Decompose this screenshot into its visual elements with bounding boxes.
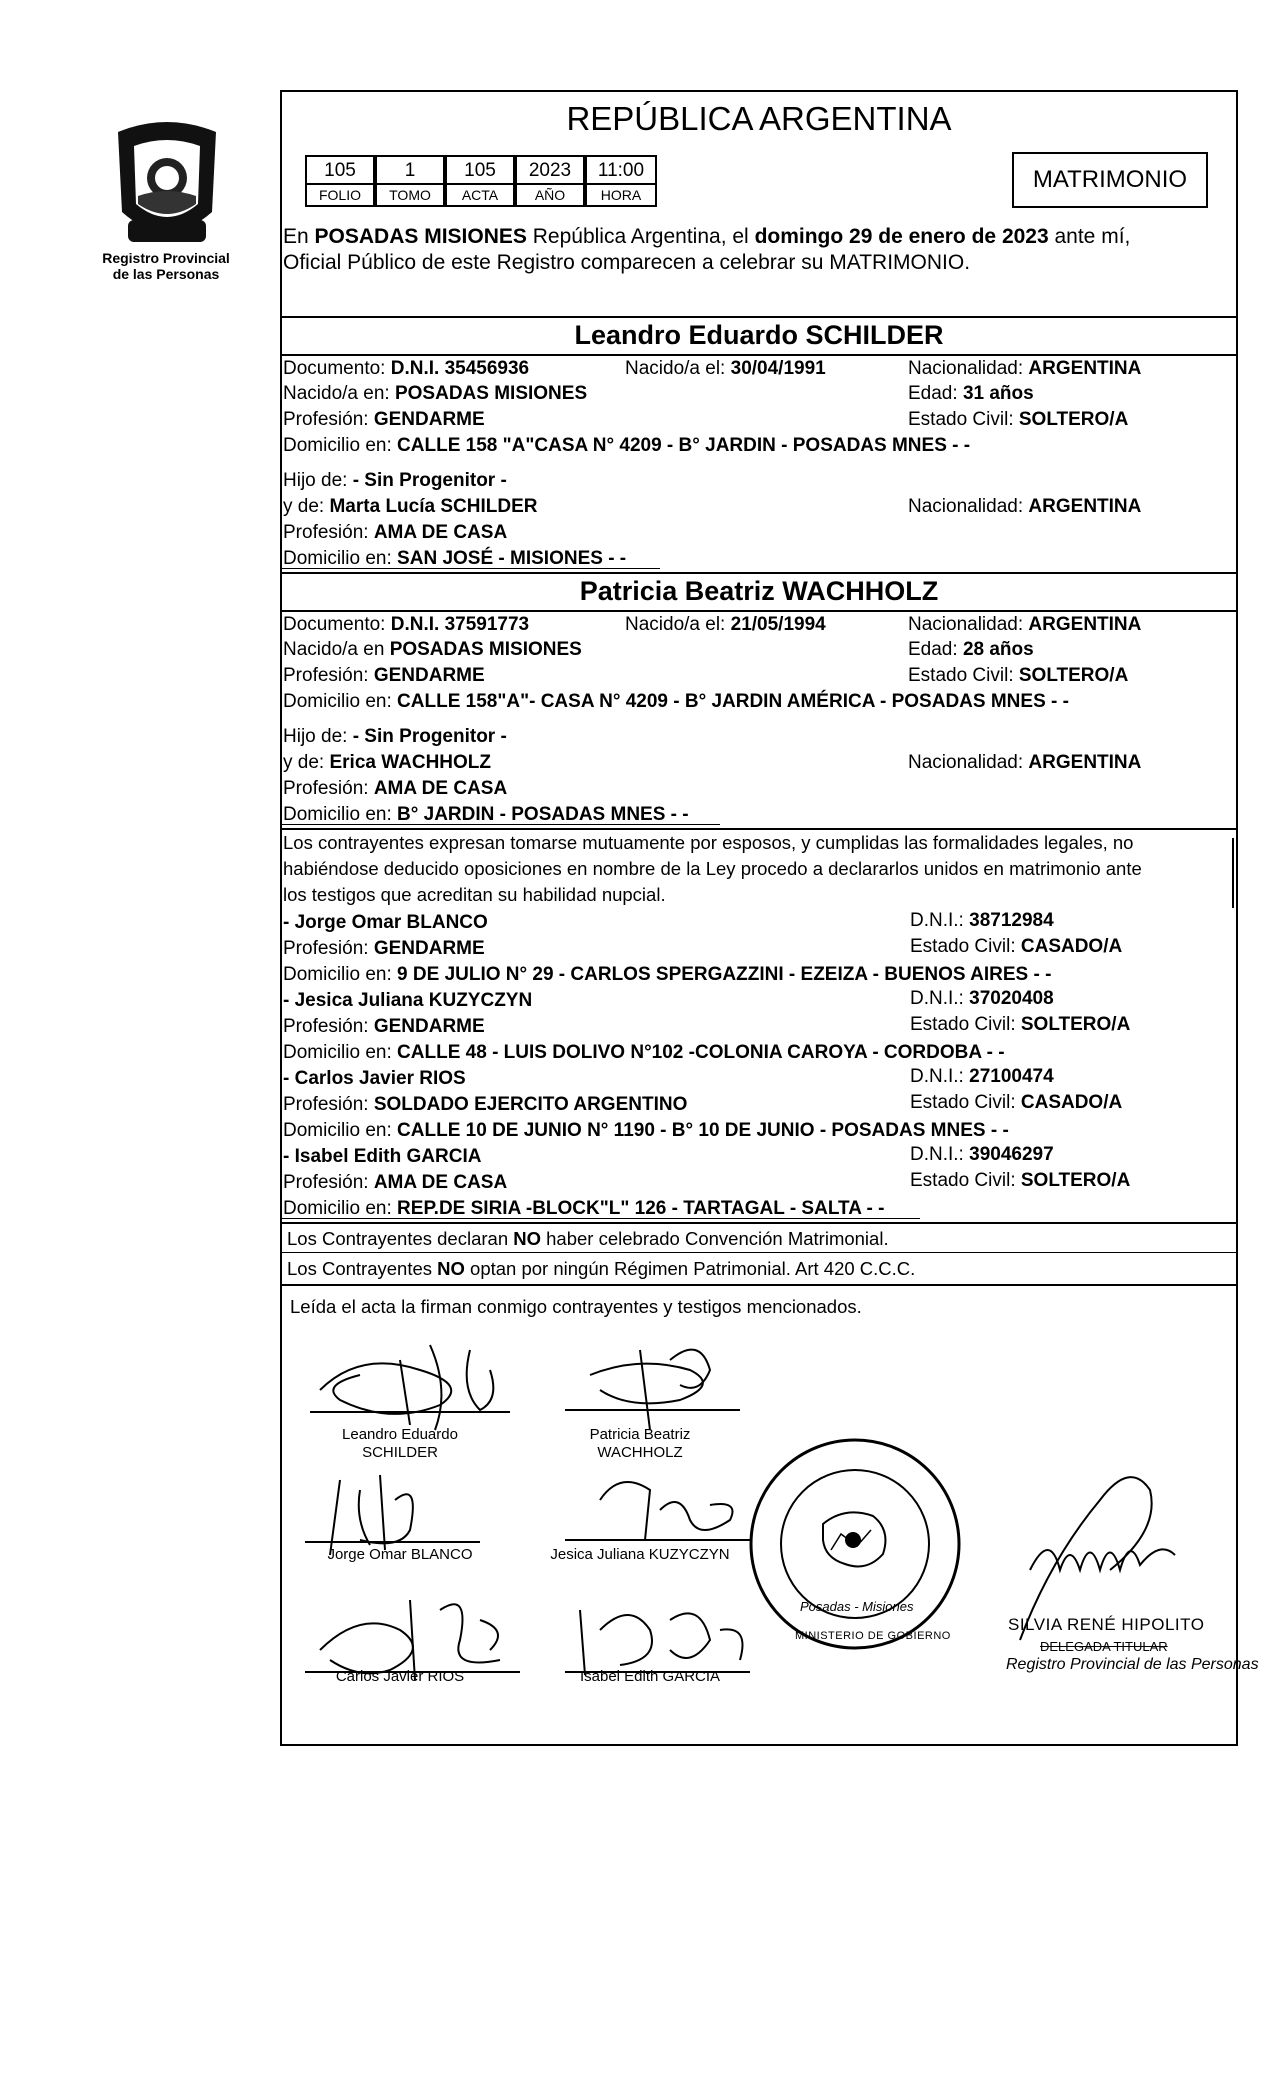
hour-label: HORA	[585, 185, 657, 207]
tomo-label: TOMO	[375, 185, 445, 207]
officer-org: Registro Provincial de las Personas	[1006, 1656, 1259, 1673]
spouse2-nationality: Nacionalidad: ARGENTINA	[908, 614, 1142, 635]
witness2-dni: D.N.I.: 37020408	[910, 988, 1054, 1009]
witness2-address: Domicilio en: CALLE 48 - LUIS DOLIVO N°102 -COLONIA CAROYA - CORDOBA - -	[283, 1042, 1005, 1063]
witness1-address: Domicilio en: 9 DE JULIO N° 29 - CARLOS SPERGAZZINI - EZEIZA - BUENOS AIRES - -	[283, 964, 1052, 985]
intro-line2: Oficial Público de este Registro comparecen a celebrar su MATRIMONIO.	[283, 251, 971, 274]
signature-label-4: Jesica Juliana KUZYCZYN	[550, 1546, 730, 1563]
spouse1-nationality: Nacionalidad: ARGENTINA	[908, 358, 1142, 379]
witness3-name: - Carlos Javier RIOS	[283, 1068, 466, 1089]
spouse2-mother-address: Domicilio en: B° JARDIN - POSADAS MNES - -	[283, 804, 689, 825]
spouse1-civil-status: Estado Civil: SOLTERO/A	[908, 409, 1129, 430]
tomo-value: 1	[375, 155, 445, 185]
witness1-civil-status: Estado Civil: CASADO/A	[910, 936, 1123, 957]
officer-name: SILVIA RENÉ HIPOLITO	[1008, 1615, 1205, 1634]
spouse1-mother-nationality: Nacionalidad: ARGENTINA	[908, 496, 1142, 517]
convention-line1: Los Contrayentes declaran NO haber celebrado Convención Matrimonial.	[287, 1228, 889, 1249]
witness2-profession: Profesión: GENDARME	[283, 1016, 485, 1037]
spouse2-mother: y de: Erica WACHHOLZ	[283, 752, 492, 773]
intro-line1: En POSADAS MISIONES República Argentina, el domingo 29 de enero de 2023 ante mí,	[283, 225, 1131, 248]
country-title: REPÚBLICA ARGENTINA	[566, 100, 952, 137]
witness4-dni: D.N.I.: 39046297	[910, 1144, 1054, 1165]
spouse2-civil-status: Estado Civil: SOLTERO/A	[908, 665, 1129, 686]
spouse2-age: Edad: 28 años	[908, 639, 1034, 660]
spouse1-profession: Profesión: GENDARME	[283, 409, 485, 430]
divider	[280, 610, 1238, 612]
witness1-name: - Jorge Omar BLANCO	[283, 912, 488, 933]
witness4-address: Domicilio en: REP.DE SIRIA -BLOCK"L" 126 - TARTAGAL - SALTA - -	[283, 1198, 885, 1219]
hour-value: 11:00	[585, 155, 657, 185]
signature-label-1a: Leandro Eduardo	[342, 1426, 458, 1443]
divider	[280, 316, 1238, 318]
stamp-bottom: MINISTERIO DE GOBIERNO	[795, 1630, 951, 1642]
divider	[280, 1222, 1238, 1224]
spouse2-father: Hijo de: - Sin Progenitor -	[283, 726, 507, 747]
underline	[280, 1218, 920, 1219]
witness3-profession: Profesión: SOLDADO EJERCITO ARGENTINO	[283, 1094, 688, 1115]
underline	[280, 568, 660, 569]
signature-label-1b: SCHILDER	[362, 1444, 438, 1461]
year-label: AÑO	[515, 185, 585, 207]
witness1-dni: D.N.I.: 38712984	[910, 910, 1054, 931]
spouse1-birthplace: Nacido/a en: POSADAS MISIONES	[283, 383, 588, 404]
divider	[280, 572, 1238, 574]
spouse1-birthdate: Nacido/a el: 30/04/1991	[625, 358, 826, 379]
intro-place: POSADAS MISIONES	[314, 225, 527, 248]
spouse2-document: Documento: D.N.I. 37591773	[283, 614, 530, 635]
witness4-name: - Isabel Edith GARCIA	[283, 1146, 482, 1167]
spouse2-mother-nationality: Nacionalidad: ARGENTINA	[908, 752, 1142, 773]
spouse1-document: Documento: D.N.I. 35456936	[283, 358, 530, 379]
divider	[280, 1252, 1238, 1253]
witness3-address: Domicilio en: CALLE 10 DE JUNIO N° 1190 - B° 10 DE JUNIO - POSADAS MNES - -	[283, 1120, 1009, 1141]
record-type-box: MATRIMONIO	[1012, 152, 1208, 208]
signature-label-2a: Patricia Beatriz	[589, 1426, 691, 1443]
witness1-profession: Profesión: GENDARME	[283, 938, 485, 959]
underline	[280, 824, 720, 825]
witness4-civil-status: Estado Civil: SOLTERO/A	[910, 1170, 1131, 1191]
witness4-profession: Profesión: AMA DE CASA	[283, 1172, 508, 1193]
spouse2-birthdate: Nacido/a el: 21/05/1994	[625, 614, 826, 635]
declaration-line2: habiéndose deducido oposiciones en nombre de la Ley procedo a declararlos unidos en matrimonio ante	[283, 858, 1142, 879]
declaration-line1: Los contrayentes expresan tomarse mutuamente por esposos, y cumplidas las formalidades legales, no	[283, 832, 1134, 853]
spouse2-mother-profession: Profesión: AMA DE CASA	[283, 778, 508, 799]
registry-logo	[108, 112, 226, 252]
spouse1-father: Hijo de: - Sin Progenitor -	[283, 470, 507, 491]
stamp-city: Posadas - Misiones	[800, 1599, 914, 1614]
signature-label-3: Jorge Omar BLANCO	[327, 1546, 473, 1563]
acta-label: ACTA	[445, 185, 515, 207]
signature-jorge	[300, 1460, 500, 1560]
spouse1-mother-profession: Profesión: AMA DE CASA	[283, 522, 508, 543]
spouse2-address: Domicilio en: CALLE 158"A"- CASA N° 4209 - B° JARDIN AMÉRICA - POSADAS MNES - -	[283, 691, 1069, 712]
declaration-line3: los testigos que acreditan su habilidad nupcial.	[283, 884, 666, 905]
signature-label-2b: WACHHOLZ	[597, 1444, 683, 1461]
spouse1-name: Leandro Eduardo SCHILDER	[574, 320, 944, 350]
witness2-name: - Jesica Juliana KUZYCZYN	[283, 990, 533, 1011]
witness3-dni: D.N.I.: 27100474	[910, 1066, 1054, 1087]
spouse1-age: Edad: 31 años	[908, 383, 1034, 404]
signature-label-5: Carlos Javier RIOS	[335, 1668, 465, 1685]
logo-caption-line2: de las Personas	[112, 266, 220, 282]
signature-jesica	[560, 1460, 760, 1560]
divider	[280, 828, 1238, 830]
officer-role: DELEGADA TITULAR	[1040, 1639, 1168, 1654]
signature-patricia	[560, 1330, 760, 1440]
spouse2-birthplace: Nacido/a en POSADAS MISIONES	[283, 639, 582, 660]
signature-leandro	[300, 1330, 530, 1440]
witness3-civil-status: Estado Civil: CASADO/A	[910, 1092, 1123, 1113]
year-value: 2023	[515, 155, 585, 185]
folio-label: FOLIO	[305, 185, 375, 207]
margin-mark	[1232, 838, 1234, 908]
convention-line2: Los Contrayentes NO optan por ningún Régimen Patrimonial. Art 420 C.C.C.	[287, 1258, 916, 1279]
spouse2-profession: Profesión: GENDARME	[283, 665, 485, 686]
spouse1-mother-address: Domicilio en: SAN JOSÉ - MISIONES - -	[283, 548, 627, 569]
witness2-civil-status: Estado Civil: SOLTERO/A	[910, 1014, 1131, 1035]
spouse2-name: Patricia Beatriz WACHHOLZ	[579, 576, 939, 606]
intro-date: domingo 29 de enero de 2023	[754, 225, 1049, 248]
spouse1-address: Domicilio en: CALLE 158 "A"CASA N° 4209 - B° JARDIN - POSADAS MNES - -	[283, 435, 971, 456]
folio-value: 105	[305, 155, 375, 185]
acta-value: 105	[445, 155, 515, 185]
divider	[280, 354, 1238, 356]
divider	[280, 1284, 1238, 1286]
spouse1-mother: y de: Marta Lucía SCHILDER	[283, 496, 538, 517]
signature-label-6: Isabel Edith GARCIA	[579, 1668, 721, 1685]
logo-caption-line1: Registro Provincial	[102, 250, 230, 266]
closing-text: Leída el acta la firman conmigo contrayentes y testigos mencionados.	[290, 1296, 862, 1317]
